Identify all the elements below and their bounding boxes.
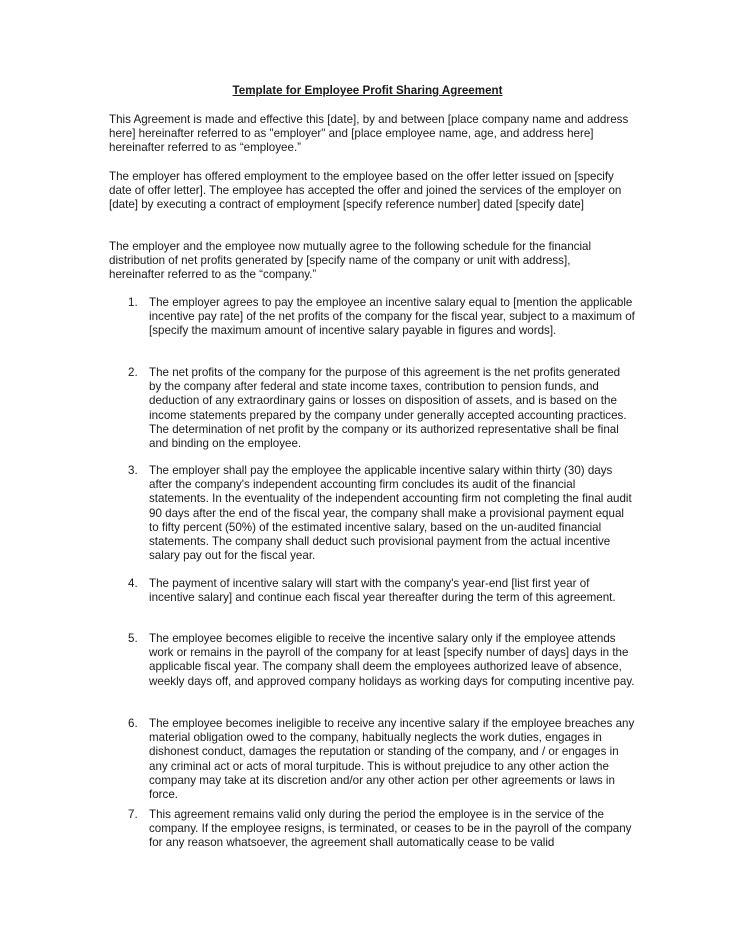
list-item-number: 4.: [128, 577, 138, 590]
list-item-number: 7.: [128, 808, 138, 821]
list-item-text: The payment of incentive salary will start with the company's year-end [list first year of incentive salary] and continue each fiscal year thereafter during the term of this agreement.: [149, 577, 616, 605]
list-item-number: 5.: [128, 632, 138, 645]
list-item-number: 3.: [128, 464, 138, 477]
list-item-text: The employer shall pay the employee the applicable incentive salary within thirty (30) days after the company's independent accounting firm concludes its audit of the financial statements. In the eventuality of the independent accounting firm not completing the final audit 90 days after the end of the fiscal year, the company shall make a provisional payment equal to fifty percent (50%) of the estimated incentive salary, based on the un-audited financial statements. The company shall deduct such provisional payment from the actual incentive salary pay out for the fiscal year.: [149, 464, 632, 563]
list-item-number: 1.: [128, 296, 138, 309]
list-item-text: The net profits of the company for the purpose of this agreement is the net profits generated by the company after federal and state income taxes, contribution to pension funds, and deduction of any extraordinary gains or losses on disposition of assets, and is based on the income statements prepared by the company under generally accepted accounting practices. The determination of net profit by the company or its authorized representative shall be final and binding on the employee.: [149, 366, 627, 451]
list-item-number: 2.: [128, 366, 138, 379]
list-item-text: This agreement remains valid only during the period the employee is in the service of the company. If the employee resigns, is terminated, or ceases to be in the payroll of the company for any reason whatsoever, the agreement shall automatically cease to be valid: [149, 808, 632, 850]
list-item-text: The employee becomes eligible to receive the incentive salary only if the employee attends work or remains in the payroll of the company for at least [specify number of days] days in the applicable fiscal year. The company shall deem the employees authorized leave of absence, weekly days off, and approved company holidays as working days for computing incentive pay.: [149, 632, 635, 688]
list-item-text: The employee becomes ineligible to receive any incentive salary if the employee breaches any material obligation owed to the company, habitually neglects the work duties, engages in dishonest conduct, damages the reputation or standing of the company, and / or engages in any criminal act or acts of moral turpitude. This is without prejudice to any other action the company may take at its discretion and/or any other action per other agreements or laws in force.: [149, 717, 635, 802]
agreement-paragraph: The employer and the employee now mutually agree to the following schedule for the financial distribution of net profits generated by [specify name of the company or unit with address], hereinafter referred to as the “company.”: [109, 240, 592, 282]
offer-paragraph: The employer has offered employment to the employee based on the offer letter issued on [specify date of offer letter]. The employee has accepted the offer and joined the services of the employer on [date] by executing a contract of employment [specify reference number] dated [specify date]: [109, 170, 622, 212]
intro-paragraph: This Agreement is made and effective this [date], by and between [place company name and address here] hereinafter referred to as "employer" and [place employee name, age, and address here] hereinafter referred to as “employee.”: [109, 113, 629, 155]
list-item-number: 6.: [128, 717, 138, 730]
document-title: Template for Employee Profit Sharing Agreement: [232, 84, 503, 97]
list-item-text: The employer agrees to pay the employee an incentive salary equal to [mention the applicable incentive pay rate] of the net profits of the company for the fiscal year, subject to a maximum of [specify the maximum amount of incentive salary payable in figures and words].: [149, 296, 635, 338]
